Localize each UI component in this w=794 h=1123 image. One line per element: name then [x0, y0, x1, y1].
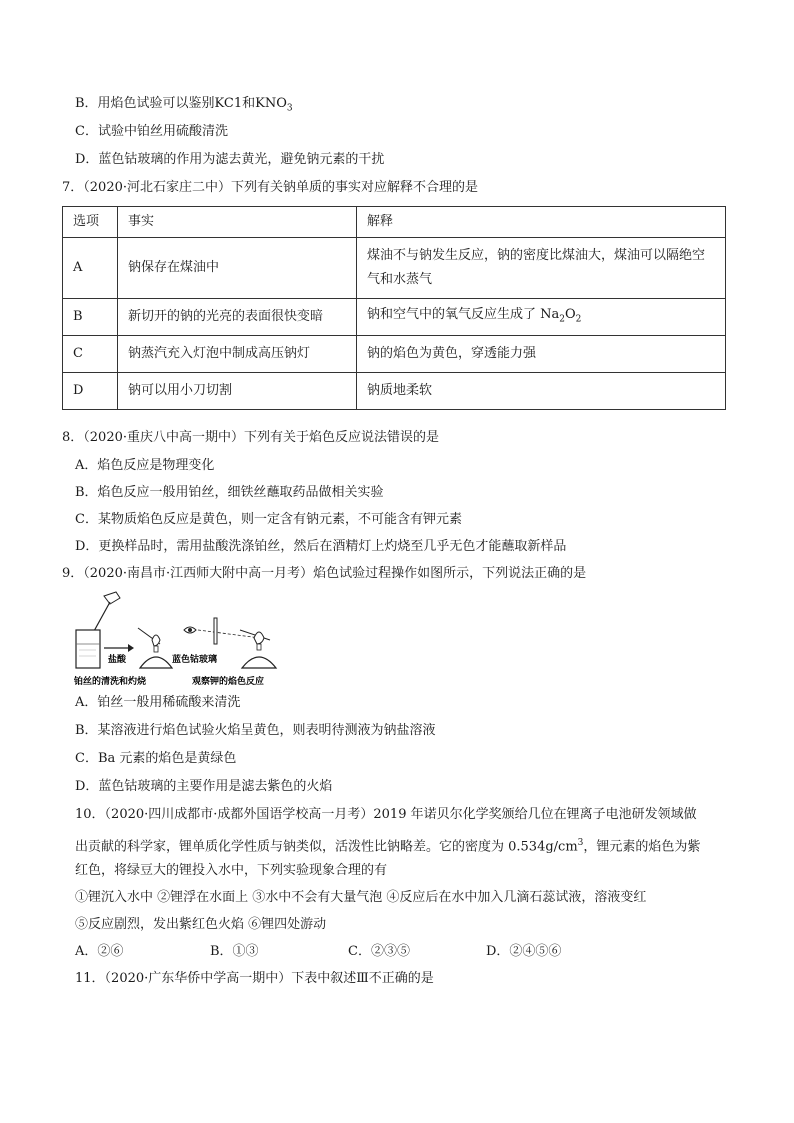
q10-line-2b: ，锂元素的焰色为紫 — [583, 839, 701, 855]
q6-option-b — [75, 94, 293, 119]
row-option: B — [63, 299, 118, 336]
q9-option-b: B．某溶液进行焰色试验火焰呈黄色，则表明待测液为钠盐溶液 — [75, 723, 436, 738]
q10-line-3: 红色，将绿豆大的锂投入水中，下列实验现象合理的有 — [75, 863, 388, 878]
figure-caption-right: 观察钾的焰色反应 — [192, 677, 265, 687]
header-explanation: 解释 — [357, 207, 726, 238]
q6-option-c: C．试验中铂丝用硫酸清洗 — [75, 124, 228, 139]
row-fact: 钠蒸汽充入灯泡中制成高压钠灯 — [118, 336, 357, 373]
table-row — [63, 373, 726, 410]
q10-choice-a: A．②⑥ — [75, 944, 124, 959]
row-explanation: 钠质地柔软 — [357, 373, 726, 410]
q7-stem: 7．（2020·河北石家庄二中）下列有关钠单质的事实对应解释不合理的是 — [62, 180, 478, 195]
row-explanation-line2: 气和水蒸气 — [367, 272, 433, 287]
figure-caption-left: 铂丝的清洗和灼烧 — [74, 677, 147, 687]
table-header-row — [63, 207, 726, 238]
cobalt-glass-label: 蓝色钴玻璃 — [172, 655, 218, 665]
row-explanation — [357, 299, 726, 336]
q10-line-4: ①锂沉入水中 ②锂浮在水面上 ③水中不会有大量气泡 ④反应后在水中加入几滴石蕊试液，溶液变红 — [75, 890, 647, 905]
row-fact: 钠可以用小刀切割 — [118, 373, 357, 410]
q10-line-5: ⑤反应剧烈，发出紫红色火焰 ⑥锂四处游动 — [75, 917, 327, 932]
header-fact: 事实 — [118, 207, 357, 238]
table-row — [63, 299, 726, 336]
q10-choice-d: D．②④⑤⑥ — [486, 944, 562, 959]
row-explanation-line1: 煤油不与钠发生反应，钠的密度比煤油大，煤油可以隔绝空 — [367, 248, 706, 263]
q8-option-b: B．焰色反应一般用铂丝，细铁丝蘸取药品做相关实验 — [75, 485, 384, 500]
table-row — [63, 238, 726, 299]
q9-option-c: C．Ba 元素的焰色是黄绿色 — [75, 751, 237, 766]
q10-choices — [75, 942, 561, 962]
row-fact: 钠保存在煤油中 — [118, 238, 357, 299]
q9-stem: 9．（2020·南昌市·江西师大附中高一月考）焰色试验过程操作如图所示，下列说法正确的是 — [62, 566, 587, 581]
q10-choice-c: C．②③⑤ — [348, 944, 410, 959]
q8-option-c: C．某物质焰色反应是黄色，则一定含有钠元素，不可能含有钾元素 — [75, 512, 462, 527]
row-explanation-text: 钠和空气中的氧气反应生成了 Na — [367, 306, 560, 322]
row-fact: 新切开的钠的光亮的表面很快变暗 — [118, 299, 357, 336]
q8-option-a: A．焰色反应是物理变化 — [75, 458, 215, 473]
q9-option-a: A．铂丝一般用稀硫酸来清洗 — [75, 695, 241, 710]
flame-test-figure — [74, 590, 284, 688]
q8-option-d: D．更换样品时，需用盐酸洗涤铂丝，然后在酒精灯上灼烧至几乎无色才能蘸取新样品 — [75, 539, 567, 554]
row-explanation: 钠的焰色为黄色，穿透能力强 — [357, 336, 726, 373]
header-option: 选项 — [63, 207, 118, 238]
o-subscript: 2 — [575, 314, 582, 325]
flame-test-illustration — [74, 590, 284, 688]
q7-table — [62, 206, 726, 410]
row-option: C — [63, 336, 118, 373]
q10-line-2 — [75, 833, 700, 857]
q11-stem: 11．（2020·广东华侨中学高一期中）下表中叙述Ⅲ不正确的是 — [75, 971, 434, 986]
q8-stem: 8．（2020·重庆八中高一期中）下列有关于焰色反应说法错误的是 — [62, 430, 439, 445]
q10-line-1: 10．（2020·四川成都市·成都外国语学校高一月考）2019 年诺贝尔化学奖颁给几位在锂离子电池研发领域做 — [75, 807, 697, 822]
oxygen-symbol: O — [565, 306, 576, 322]
row-option: D — [63, 373, 118, 410]
q6-option-b-subscript: 3 — [286, 103, 293, 114]
q6-option-d: D．蓝色钴玻璃的作用为滤去黄光，避免钠元素的干扰 — [75, 152, 385, 167]
density-unit-superscript: 3 — [577, 838, 584, 848]
q9-option-d: D．蓝色钴玻璃的主要作用是滤去紫色的火焰 — [75, 779, 333, 794]
row-option: A — [63, 238, 118, 299]
table-row — [63, 336, 726, 373]
na-subscript: 2 — [559, 314, 565, 325]
q10-choice-b: B．①③ — [210, 944, 259, 959]
q10-line-2a: 出贡献的科学家，锂单质化学性质与钠类似，活泼性比钠略差。它的密度为 0.534g/cm — [75, 839, 578, 855]
hcl-label: 盐酸 — [108, 655, 127, 665]
row-explanation — [357, 238, 726, 299]
q6-option-b-text: B．用焰色试验可以鉴别KC1和KNO — [75, 96, 287, 111]
